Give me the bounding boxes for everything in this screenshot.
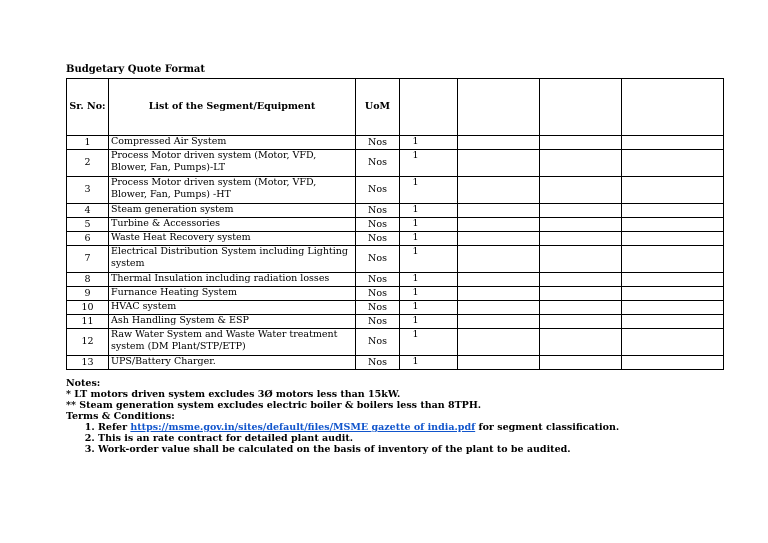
segment-cell: Waste Heat Recovery system bbox=[109, 232, 356, 246]
notes-section bbox=[66, 378, 726, 455]
table-row bbox=[67, 329, 724, 356]
qty-cell: 1 bbox=[400, 204, 458, 218]
segment-cell: Raw Water System and Waste Water treatment system (DM Plant/STP/ETP) bbox=[109, 329, 356, 356]
empty-cell bbox=[622, 315, 724, 329]
empty-cell bbox=[458, 204, 540, 218]
qty-cell: 1 bbox=[400, 246, 458, 273]
empty-cell bbox=[540, 218, 622, 232]
sr-cell: 8 bbox=[67, 273, 109, 287]
empty-cell bbox=[622, 246, 724, 273]
qty-cell: 1 bbox=[400, 232, 458, 246]
sr-cell: 1 bbox=[67, 136, 109, 150]
empty-cell bbox=[458, 356, 540, 370]
table-row bbox=[67, 287, 724, 301]
msme-gazette-link[interactable]: https://msme.gov.in/sites/default/files/MSME gazette of india.pdf bbox=[130, 422, 476, 433]
empty-cell bbox=[622, 218, 724, 232]
sr-cell: 13 bbox=[67, 356, 109, 370]
empty-cell bbox=[540, 273, 622, 287]
table-row bbox=[67, 273, 724, 287]
uom-cell: Nos bbox=[356, 329, 400, 356]
qty-cell: 1 bbox=[400, 177, 458, 204]
segment-cell: Electrical Distribution System including Lighting system bbox=[109, 246, 356, 273]
empty-cell bbox=[458, 273, 540, 287]
table-row bbox=[67, 356, 724, 370]
qty-cell: 1 bbox=[400, 301, 458, 315]
blank-header-4 bbox=[622, 79, 724, 136]
segment-header: List of the Segment/Equipment bbox=[109, 79, 356, 136]
empty-cell bbox=[540, 150, 622, 177]
empty-cell bbox=[458, 218, 540, 232]
uom-cell: Nos bbox=[356, 356, 400, 370]
sr-cell: 12 bbox=[67, 329, 109, 356]
term-prefix: Refer bbox=[98, 422, 131, 433]
uom-cell: Nos bbox=[356, 177, 400, 204]
segment-cell: UPS/Battery Charger. bbox=[109, 356, 356, 370]
uom-header: UoM bbox=[356, 79, 400, 136]
empty-cell bbox=[540, 232, 622, 246]
segment-cell: HVAC system bbox=[109, 301, 356, 315]
empty-cell bbox=[622, 136, 724, 150]
blank-header-3 bbox=[540, 79, 622, 136]
sr-cell: 10 bbox=[67, 301, 109, 315]
table-header-row bbox=[67, 79, 724, 136]
empty-cell bbox=[622, 204, 724, 218]
empty-cell bbox=[622, 273, 724, 287]
table-row bbox=[67, 150, 724, 177]
terms-label: Terms & Conditions: bbox=[66, 411, 175, 422]
document-page bbox=[66, 64, 726, 455]
empty-cell bbox=[540, 246, 622, 273]
empty-cell bbox=[458, 246, 540, 273]
empty-cell bbox=[540, 204, 622, 218]
qty-cell: 1 bbox=[400, 356, 458, 370]
uom-cell: Nos bbox=[356, 273, 400, 287]
note-steam-generation: ** Steam generation system excludes electric boiler & boilers less than 8TPH. bbox=[66, 400, 482, 411]
sr-cell: 3 bbox=[67, 177, 109, 204]
sr-cell: 7 bbox=[67, 246, 109, 273]
empty-cell bbox=[540, 301, 622, 315]
qty-cell: 1 bbox=[400, 150, 458, 177]
sr-cell: 2 bbox=[67, 150, 109, 177]
empty-cell bbox=[458, 301, 540, 315]
sr-cell: 4 bbox=[67, 204, 109, 218]
uom-cell: Nos bbox=[356, 204, 400, 218]
uom-cell: Nos bbox=[356, 246, 400, 273]
segment-cell: Turbine & Accessories bbox=[109, 218, 356, 232]
empty-cell bbox=[458, 177, 540, 204]
table-row bbox=[67, 204, 724, 218]
empty-cell bbox=[458, 232, 540, 246]
empty-cell bbox=[622, 287, 724, 301]
table-row bbox=[67, 246, 724, 273]
table-body bbox=[67, 136, 724, 370]
notes-label: Notes: bbox=[66, 378, 101, 389]
sr-cell: 9 bbox=[67, 287, 109, 301]
qty-cell: 1 bbox=[400, 273, 458, 287]
uom-cell: Nos bbox=[356, 287, 400, 301]
qty-cell: 1 bbox=[400, 136, 458, 150]
document-title: Budgetary Quote Format bbox=[66, 64, 206, 75]
segment-cell: Ash Handling System & ESP bbox=[109, 315, 356, 329]
segment-cell: Process Motor driven system (Motor, VFD, Blower, Fan, Pumps) -HT bbox=[109, 177, 356, 204]
term-suffix: for segment classification. bbox=[475, 422, 620, 433]
empty-cell bbox=[458, 315, 540, 329]
uom-cell: Nos bbox=[356, 136, 400, 150]
table-row bbox=[67, 315, 724, 329]
blank-header-2 bbox=[458, 79, 540, 136]
empty-cell bbox=[622, 177, 724, 204]
segment-cell: Steam generation system bbox=[109, 204, 356, 218]
note-lt-motors: * LT motors driven system excludes 3Ø motors less than 15kW. bbox=[66, 389, 401, 400]
empty-cell bbox=[540, 136, 622, 150]
empty-cell bbox=[622, 150, 724, 177]
empty-cell bbox=[540, 287, 622, 301]
uom-cell: Nos bbox=[356, 232, 400, 246]
uom-cell: Nos bbox=[356, 301, 400, 315]
uom-cell: Nos bbox=[356, 218, 400, 232]
table-row bbox=[67, 136, 724, 150]
table-row bbox=[67, 177, 724, 204]
empty-cell bbox=[622, 232, 724, 246]
sr-cell: 11 bbox=[67, 315, 109, 329]
uom-cell: Nos bbox=[356, 315, 400, 329]
qty-cell: 1 bbox=[400, 287, 458, 301]
empty-cell bbox=[458, 150, 540, 177]
empty-cell bbox=[622, 356, 724, 370]
segment-cell: Compressed Air System bbox=[109, 136, 356, 150]
sr-no-header: Sr. No: bbox=[67, 79, 109, 136]
empty-cell bbox=[540, 356, 622, 370]
qty-cell: 1 bbox=[400, 218, 458, 232]
qty-cell: 1 bbox=[400, 315, 458, 329]
sr-cell: 5 bbox=[67, 218, 109, 232]
empty-cell bbox=[458, 136, 540, 150]
uom-cell: Nos bbox=[356, 150, 400, 177]
terms-list bbox=[66, 422, 726, 455]
term-item: 3. Work-order value shall be calculated on the basis of inventory of the plant to be audited. bbox=[98, 444, 726, 455]
empty-cell bbox=[458, 287, 540, 301]
segment-cell: Process Motor driven system (Motor, VFD, Blower, Fan, Pumps)-LT bbox=[109, 150, 356, 177]
table-row bbox=[67, 301, 724, 315]
quote-table bbox=[66, 78, 724, 370]
segment-cell: Furnance Heating System bbox=[109, 287, 356, 301]
empty-cell bbox=[540, 315, 622, 329]
empty-cell bbox=[540, 329, 622, 356]
empty-cell bbox=[622, 329, 724, 356]
qty-cell: 1 bbox=[400, 329, 458, 356]
term-item bbox=[98, 422, 726, 433]
sr-cell: 6 bbox=[67, 232, 109, 246]
empty-cell bbox=[622, 301, 724, 315]
table-row bbox=[67, 218, 724, 232]
empty-cell bbox=[458, 329, 540, 356]
table-row bbox=[67, 232, 724, 246]
term-item: 2. This is an rate contract for detailed plant audit. bbox=[98, 433, 726, 444]
blank-header-1 bbox=[400, 79, 458, 136]
empty-cell bbox=[540, 177, 622, 204]
segment-cell: Thermal Insulation including radiation losses bbox=[109, 273, 356, 287]
